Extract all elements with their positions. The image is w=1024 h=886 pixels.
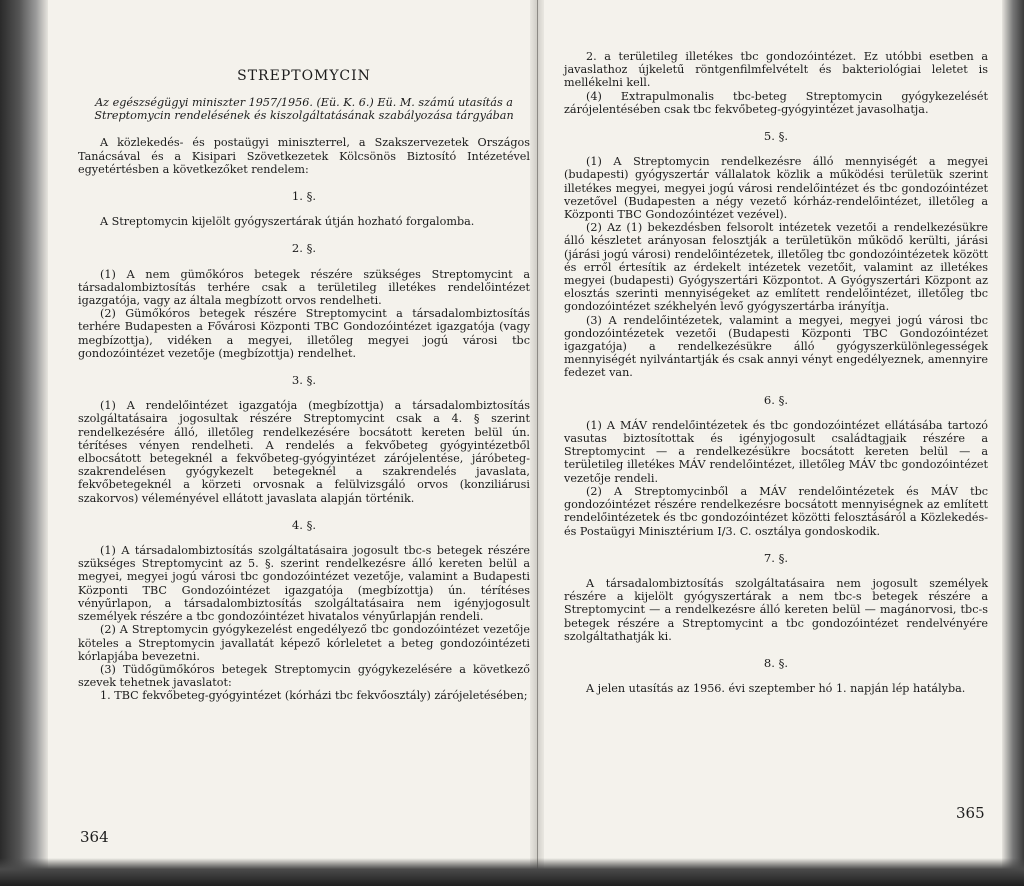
- right-page-number: 365: [956, 804, 985, 822]
- section-2-paragraph-2: (2) Gümőkóros betegek részére Streptomycint a társadalombiztosítás terhére Budapesten a Fővárosi Központi TBC Gondozóintézet igazgatója (vagy megbízottja), vidéken a megyei, illetőleg megyei jogú városi tbc gondozóintézet vezetője (megbízottja) rendelhet.: [78, 307, 530, 360]
- continuation-paragraph-1: 2. a területileg illetékes tbc gondozóintézet. Ez utóbbi esetben a javaslathoz újkeletű röntgenfilmfelvételt és bakteriológiai leletet is mellékelni kell.: [564, 50, 988, 90]
- right-page-body: [564, 50, 988, 695]
- continuation-paragraph-2: (4) Extrapulmonalis tbc-beteg Streptomycin gyógykezelését zárójelentésében csak tbc fekvőbeteg-gyógyintézet javasolhatja.: [564, 89, 988, 116]
- section-5-paragraph-2: (2) Az (1) bekezdésben felsorolt intézetek vezetői a rendelkezésükre álló készletet arányosan felosztják a területükön működő kerülti, járási (járási jogú városi) rendelőintézetek, illetőleg tbc gondozóintézetek között és erről értesítik az érdekelt intézetek vezetőit, valamint az illetékes megyei (budapesti) Gyógyszertári Központot. A Gyógyszertári Központ az elosztás szerinti mennyiségeket az említett rendelőintézet, illetőleg tbc gondozóintézet székhelyén levő gyógyszertárba irányítja.: [564, 221, 988, 314]
- left-page-body: [78, 136, 530, 702]
- section-heading-5: 5. §.: [763, 129, 789, 144]
- left-page: [78, 0, 530, 703]
- section-heading-1: 1. §.: [291, 189, 317, 204]
- section-heading-2: 2. §.: [291, 241, 317, 256]
- section-heading-6: 6. §.: [763, 392, 789, 407]
- left-binding-edge: [0, 0, 48, 886]
- section-4-paragraph-2: (2) A Streptomycin gyógykezelést engedélyező tbc gondozóintézet vezetője köteles a Streptomycin javallatát képező kórleletet a beteg gondozóintézeti kórlapjába bevezetni.: [78, 623, 530, 663]
- section-heading-3: 3. §.: [291, 373, 317, 388]
- section-heading-7: 7. §.: [763, 550, 789, 565]
- section-5-paragraph-1: (1) A Streptomycin rendelkezésre álló mennyiségét a megyei (budapesti) gyógyszertár vállalatok közlik a működési területük szerint illetékes megyei, megyei jogú városi rendelőintézet és tbc gondozóintézet vezetővel (Budapesten a négy vezető kórház-rendelőintézet, illetőleg a Központi TBC Gondozóintézet vezével).: [564, 155, 988, 222]
- section-8-paragraph-1: A jelen utasítás az 1956. évi szeptember hó 1. napján lép hatályba.: [586, 682, 966, 696]
- right-binding-edge: [1002, 0, 1024, 886]
- section-3-paragraph-1: (1) A rendelőintézet igazgatója (megbízottja) a társadalombiztosítás szolgáltatásaira jogosultak részére Streptomycint csak a 4. § szerint rendelkezésére álló, illetőleg rendelkezésére bocsátott kereten belül ún. térítéses vényen rendelheti. A rendelés a fekvőbeteg gyógyintézetből elbocsátott betegeknél a fekvőbeteg-gyógyintézet zárójelentése, járóbeteg-szakrendelésen gyógykezelt betegeknél a szakrendelés javaslata, fekvőbetegeknél a körzeti orvosnak a felülvizsgáló orvos (konziliárusi szakorvos) véleményével ellátott javaslata alapján történik.: [78, 399, 530, 505]
- document-title: STREPTOMYCIN: [237, 68, 371, 84]
- section-1-paragraph-1: A Streptomycin kijelölt gyógyszertárak útján hozható forgalomba.: [100, 215, 475, 229]
- scan-bottom-edge: [0, 858, 1024, 886]
- section-2-paragraph-1: (1) A nem gümőkóros betegek részére szükséges Streptomycint a társadalombiztosítás terhére csak a területileg illetékes rendelőintézet igazgatója, vagy az általa megbízott orvos rendelheti.: [78, 267, 530, 308]
- section-4-paragraph-3: (3) Tüdőgümőkóros betegek Streptomycin gyógykezelésére a következő szevek tehetnek javaslatot:: [78, 662, 530, 690]
- section-7-paragraph-1: A társadalombiztosítás szolgáltatásaira nem jogosult személyek részére a kijelölt gyógyszertárak a nem tbc-s betegek részére a Streptomycint — a rendelkezésre álló kereten belül — magánorvosi, tbc-s betegek részére a Streptomycint a tbc gondozóintézet rendelvényére szolgáltathatják ki.: [564, 576, 988, 643]
- section-6-paragraph-2: (2) A Streptomycinből a MÁV rendelőintézetek és MÁV tbc gondozóintézet részére rendelkezésre bocsátott mennyiségnek az említett rendelőintézetek és tbc gondozóintézet közötti felosztásáról a Közlekedés- és Postaügyi Minisztérium I/3. C. osztálya gondoskodik.: [564, 484, 988, 538]
- right-page: [564, 0, 988, 695]
- section-heading-8: 8. §.: [763, 655, 789, 670]
- gutter-fold-line: [537, 0, 538, 886]
- section-heading-4: 4. §.: [291, 517, 317, 532]
- left-page-number: 364: [80, 828, 109, 846]
- intro-paragraph: A közlekedés- és postaügyi miniszterrel, a Szakszervezetek Országos Tanácsával és a Kisipari Szövetkezetek Kölcsönös Biztosító Intézetével egyetértésben a következőket rendelem:: [78, 136, 530, 176]
- section-4-paragraph-4: 1. TBC fekvőbeteg-gyógyintézet (kórházi tbc fekvőosztály) zárójeletésében;: [100, 689, 528, 703]
- section-4-paragraph-1: (1) A társadalombiztosítás szolgáltatásaira jogosult tbc-s betegek részére szükséges Streptomycint az 5. §. szerint rendelkezésre álló kereten belül a megyei, megyei jogú városi tbc gondozóintézet vezetője, valamint a Budapesti Központi TBC Gondozóintézet igazgatója (megbízottja) ún. térítéses vényűrlapon, a társadalombiztosítás szolgáltatásaira nem igényjogosult személyek részére a tbc gondozóintézet hivatalos vényűrlapján rendeli.: [78, 544, 530, 624]
- section-6-paragraph-1: (1) A MÁV rendelőintézetek és tbc gondozóintézet ellátásába tartozó vasutas biztosítottak és igényjogosult családtagjaik részére a Streptomycint — a rendelkezésükre bocsátott kereten belül — a területileg illetékes MÁV rendelőintézet, illetőleg MÁV tbc gondozóintézet vezetője rendeli.: [564, 418, 988, 485]
- document-subtitle: Az egészségügyi miniszter 1957/1956. (Eü. K. 6.) Eü. M. számú utasítás a Streptomycin rendelésének és kiszolgáltatásának szabályozása tárgyában: [94, 96, 514, 123]
- section-5-paragraph-3: (3) A rendelőintézetek, valamint a megyei, megyei jogú városi tbc gondozóintézetek vezetői (Budapesti Központi TBC Gondozóintézet igazgatója) a rendelkezésükre álló gyógyszerkülönlegességek mennyiségét nyilvántartják és csak annyi vényt engedélyeznek, amennyire fedezet van.: [564, 313, 988, 380]
